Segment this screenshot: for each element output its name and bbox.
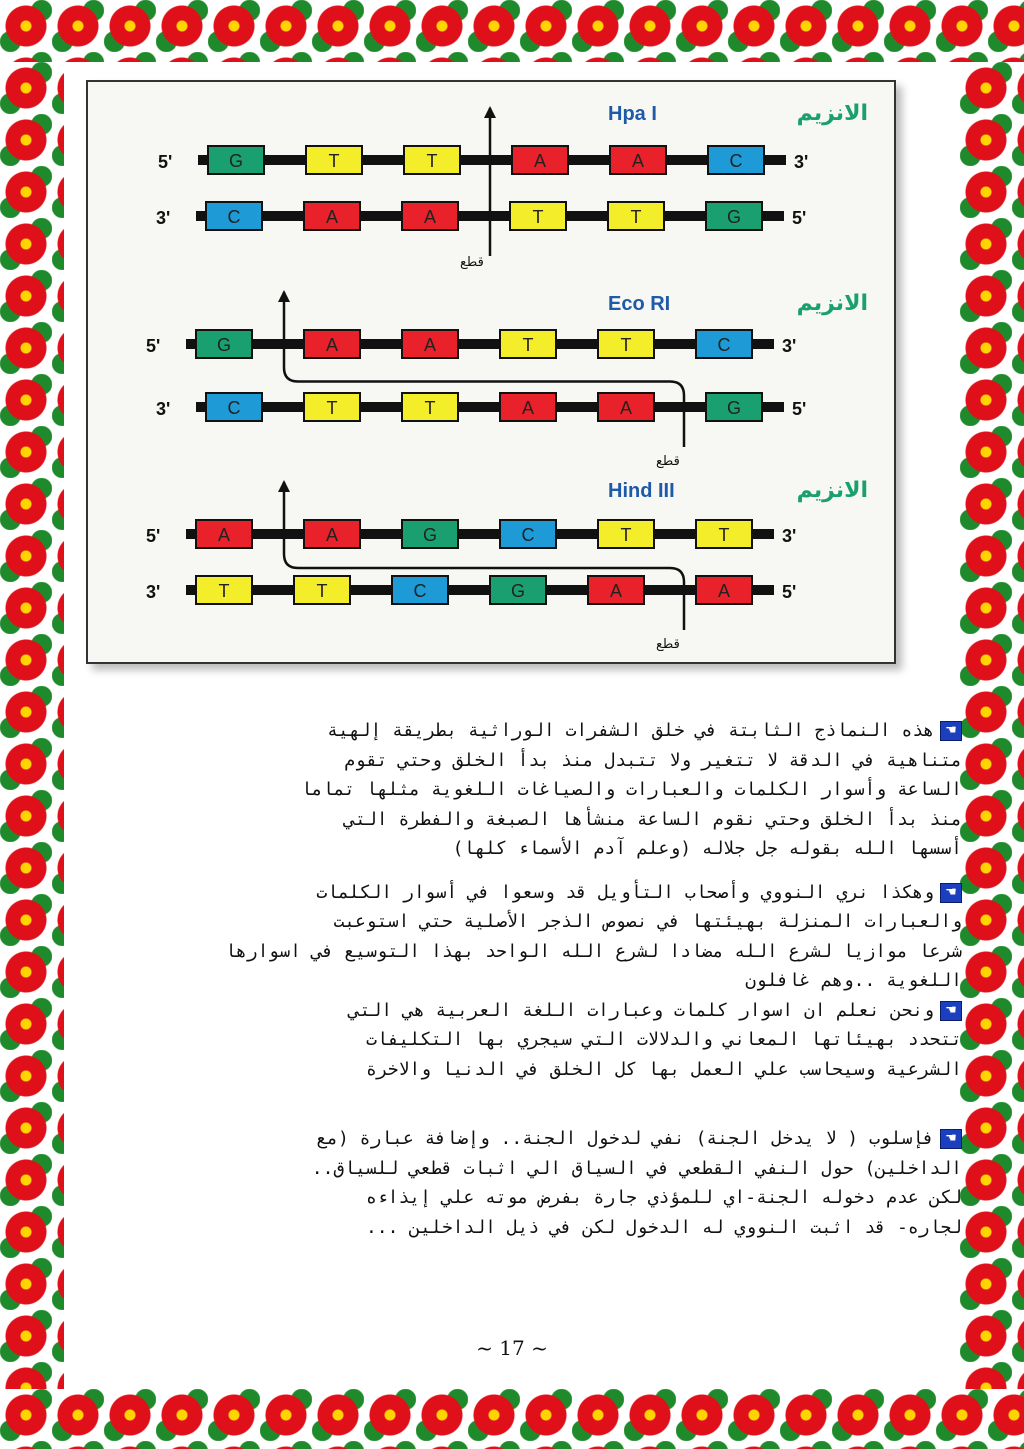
- page-number: ~ 17 ~: [476, 1336, 548, 1360]
- dna-backbone: [196, 402, 784, 412]
- base-letter: C: [413, 581, 427, 601]
- base-letter: G: [228, 151, 244, 171]
- cut-label: قطع: [460, 255, 484, 270]
- base-letter: T: [316, 581, 328, 601]
- strand-end-label: 5': [782, 582, 797, 602]
- dna-backbone: [186, 339, 774, 349]
- base-letter: T: [718, 525, 730, 545]
- base-letter: T: [424, 398, 436, 418]
- enzyme-prefix: الانزيم: [796, 101, 868, 126]
- base-letter: T: [328, 151, 340, 171]
- base-letter: A: [423, 207, 437, 227]
- base-letter: T: [532, 207, 544, 227]
- paragraph-2: [72, 878, 962, 996]
- text-line: وهكذا نري النووي وأصحاب التأويل قد وسعوا في أسوار الكلمات: [316, 881, 934, 903]
- text-line: والعبارات المنزلة بهيئتها في نصوص الذجر الأصلية حتي استوعبت: [333, 911, 962, 932]
- base-letter: A: [423, 335, 437, 355]
- text-line: الشرعية وسيحاسب علي العمل بها كل الخلق في الدنيا والاخرة: [365, 1058, 962, 1080]
- base-letter: A: [521, 398, 535, 418]
- base-letter: C: [729, 151, 743, 171]
- paragraph-3: [72, 996, 962, 1085]
- base-letter: A: [609, 581, 623, 601]
- base-letter: T: [620, 335, 632, 355]
- text-line: الداخلين) حول النفي القطعي في السياق الي اثبات قطعي للسياق..: [311, 1157, 962, 1179]
- arrow-head: [484, 106, 496, 118]
- cut-line: [284, 292, 684, 447]
- strand-end-label: 5': [792, 399, 807, 419]
- pointing-hand-icon: ☚: [940, 1001, 962, 1021]
- paragraph-4: [72, 1124, 962, 1242]
- flower-border-left: [0, 62, 64, 1389]
- cut-label: قطع: [656, 637, 680, 652]
- strand-end-label: 5': [158, 152, 173, 172]
- pointing-hand-icon: ☚: [940, 883, 962, 903]
- base-letter: A: [533, 151, 547, 171]
- enzyme-name: Eco RI: [608, 293, 671, 315]
- strand-end-label: 3': [782, 526, 797, 546]
- text-line: متناهية في الدقة لا تتغير ولا تتبدل منذ بدأ الخلق وحتي تقوم: [344, 749, 962, 771]
- base-letter: G: [726, 398, 742, 418]
- base-letter: A: [619, 398, 633, 418]
- strand-end-label: 3': [156, 399, 171, 419]
- strand-end-label: 5': [792, 208, 807, 228]
- restriction-enzyme-figure: [86, 80, 896, 664]
- text-line: الساعة وأسوار الكلمات والعبارات والصياغات اللغوية مثلها تماما: [300, 779, 962, 800]
- cut-line: [284, 482, 684, 630]
- pointing-hand-icon: ☚: [940, 1129, 962, 1149]
- dna-backbone: [198, 155, 786, 165]
- base-letter: A: [217, 525, 231, 545]
- text-line: لكن عدم دخوله الجنة-اي للمؤذي جارة بفرض موته علي إيذاءه: [365, 1187, 962, 1208]
- cut-label: قطع: [656, 454, 680, 469]
- flower-border-right: [960, 62, 1024, 1389]
- flower-border-top: [0, 0, 1024, 62]
- text-line: ونحن نعلم ان اسوار كلمات وعبارات اللغة العربية هي التي: [348, 999, 934, 1021]
- base-letter: A: [325, 335, 339, 355]
- text-line: اللغوية ..وهم غافلون: [745, 970, 962, 991]
- base-letter: T: [218, 581, 230, 601]
- text-line: فإسلوب ( لا يدخل الجنة) نفي لدخول الجنة.. وإضافة عبارة (مع: [316, 1128, 934, 1149]
- base-letter: G: [726, 207, 742, 227]
- base-letter: C: [717, 335, 731, 355]
- base-letter: A: [631, 151, 645, 171]
- text-line: لجاره- قد اثبت النووي له الدخول لكن في ذيل الداخلين ...: [365, 1216, 962, 1238]
- arrow-head: [278, 290, 290, 302]
- arrow-head: [278, 480, 290, 492]
- text-line: منذ بدأ الخلق وحتي نقوم الساعة منشأها الصبغة والفطرة التي: [344, 808, 962, 830]
- base-letter: C: [521, 525, 535, 545]
- enzyme-prefix: الانزيم: [796, 478, 868, 503]
- strand-end-label: 5': [146, 336, 161, 356]
- enzyme-name: Hind III: [608, 480, 675, 502]
- base-letter: G: [216, 335, 232, 355]
- text-line: تتحدد بهيئاتها المعاني والدلالات التي سيجري بها التكليفات: [365, 1029, 962, 1050]
- strand-end-label: 3': [146, 582, 161, 602]
- base-letter: G: [510, 581, 526, 601]
- base-letter: T: [426, 151, 438, 171]
- base-letter: T: [326, 398, 338, 418]
- enzyme-prefix: الانزيم: [796, 291, 868, 316]
- base-letter: A: [325, 207, 339, 227]
- base-letter: T: [630, 207, 642, 227]
- base-letter: A: [325, 525, 339, 545]
- dna-backbone: [186, 529, 774, 539]
- strand-end-label: 3': [156, 208, 171, 228]
- text-line: شرعا موازيا لشرع الله مضادا لشرع الله الواحد بهذا التوسيع في اسوارها: [225, 940, 962, 962]
- flower-border-bottom: [0, 1389, 1024, 1449]
- base-letter: C: [227, 398, 241, 418]
- base-letter: G: [422, 525, 438, 545]
- enzyme-name: Hpa I: [608, 103, 657, 125]
- body-text: [72, 716, 962, 1242]
- paragraph-1: [72, 716, 962, 864]
- strand-end-label: 3': [782, 336, 797, 356]
- text-line: هذه النماذج الثابتة في خلق الشفرات الوراثية بطريقة إلهية: [327, 720, 934, 741]
- base-letter: A: [717, 581, 731, 601]
- text-line: أسسها الله بقوله جل جلاله (وعلم آدم الأسماء كلها): [452, 838, 962, 859]
- pointing-hand-icon: ☚: [940, 721, 962, 741]
- strand-end-label: 5': [146, 526, 161, 546]
- base-letter: T: [522, 335, 534, 355]
- base-letter: T: [620, 525, 632, 545]
- dna-backbone: [186, 585, 774, 595]
- base-letter: C: [227, 207, 241, 227]
- strand-end-label: 3': [794, 152, 809, 172]
